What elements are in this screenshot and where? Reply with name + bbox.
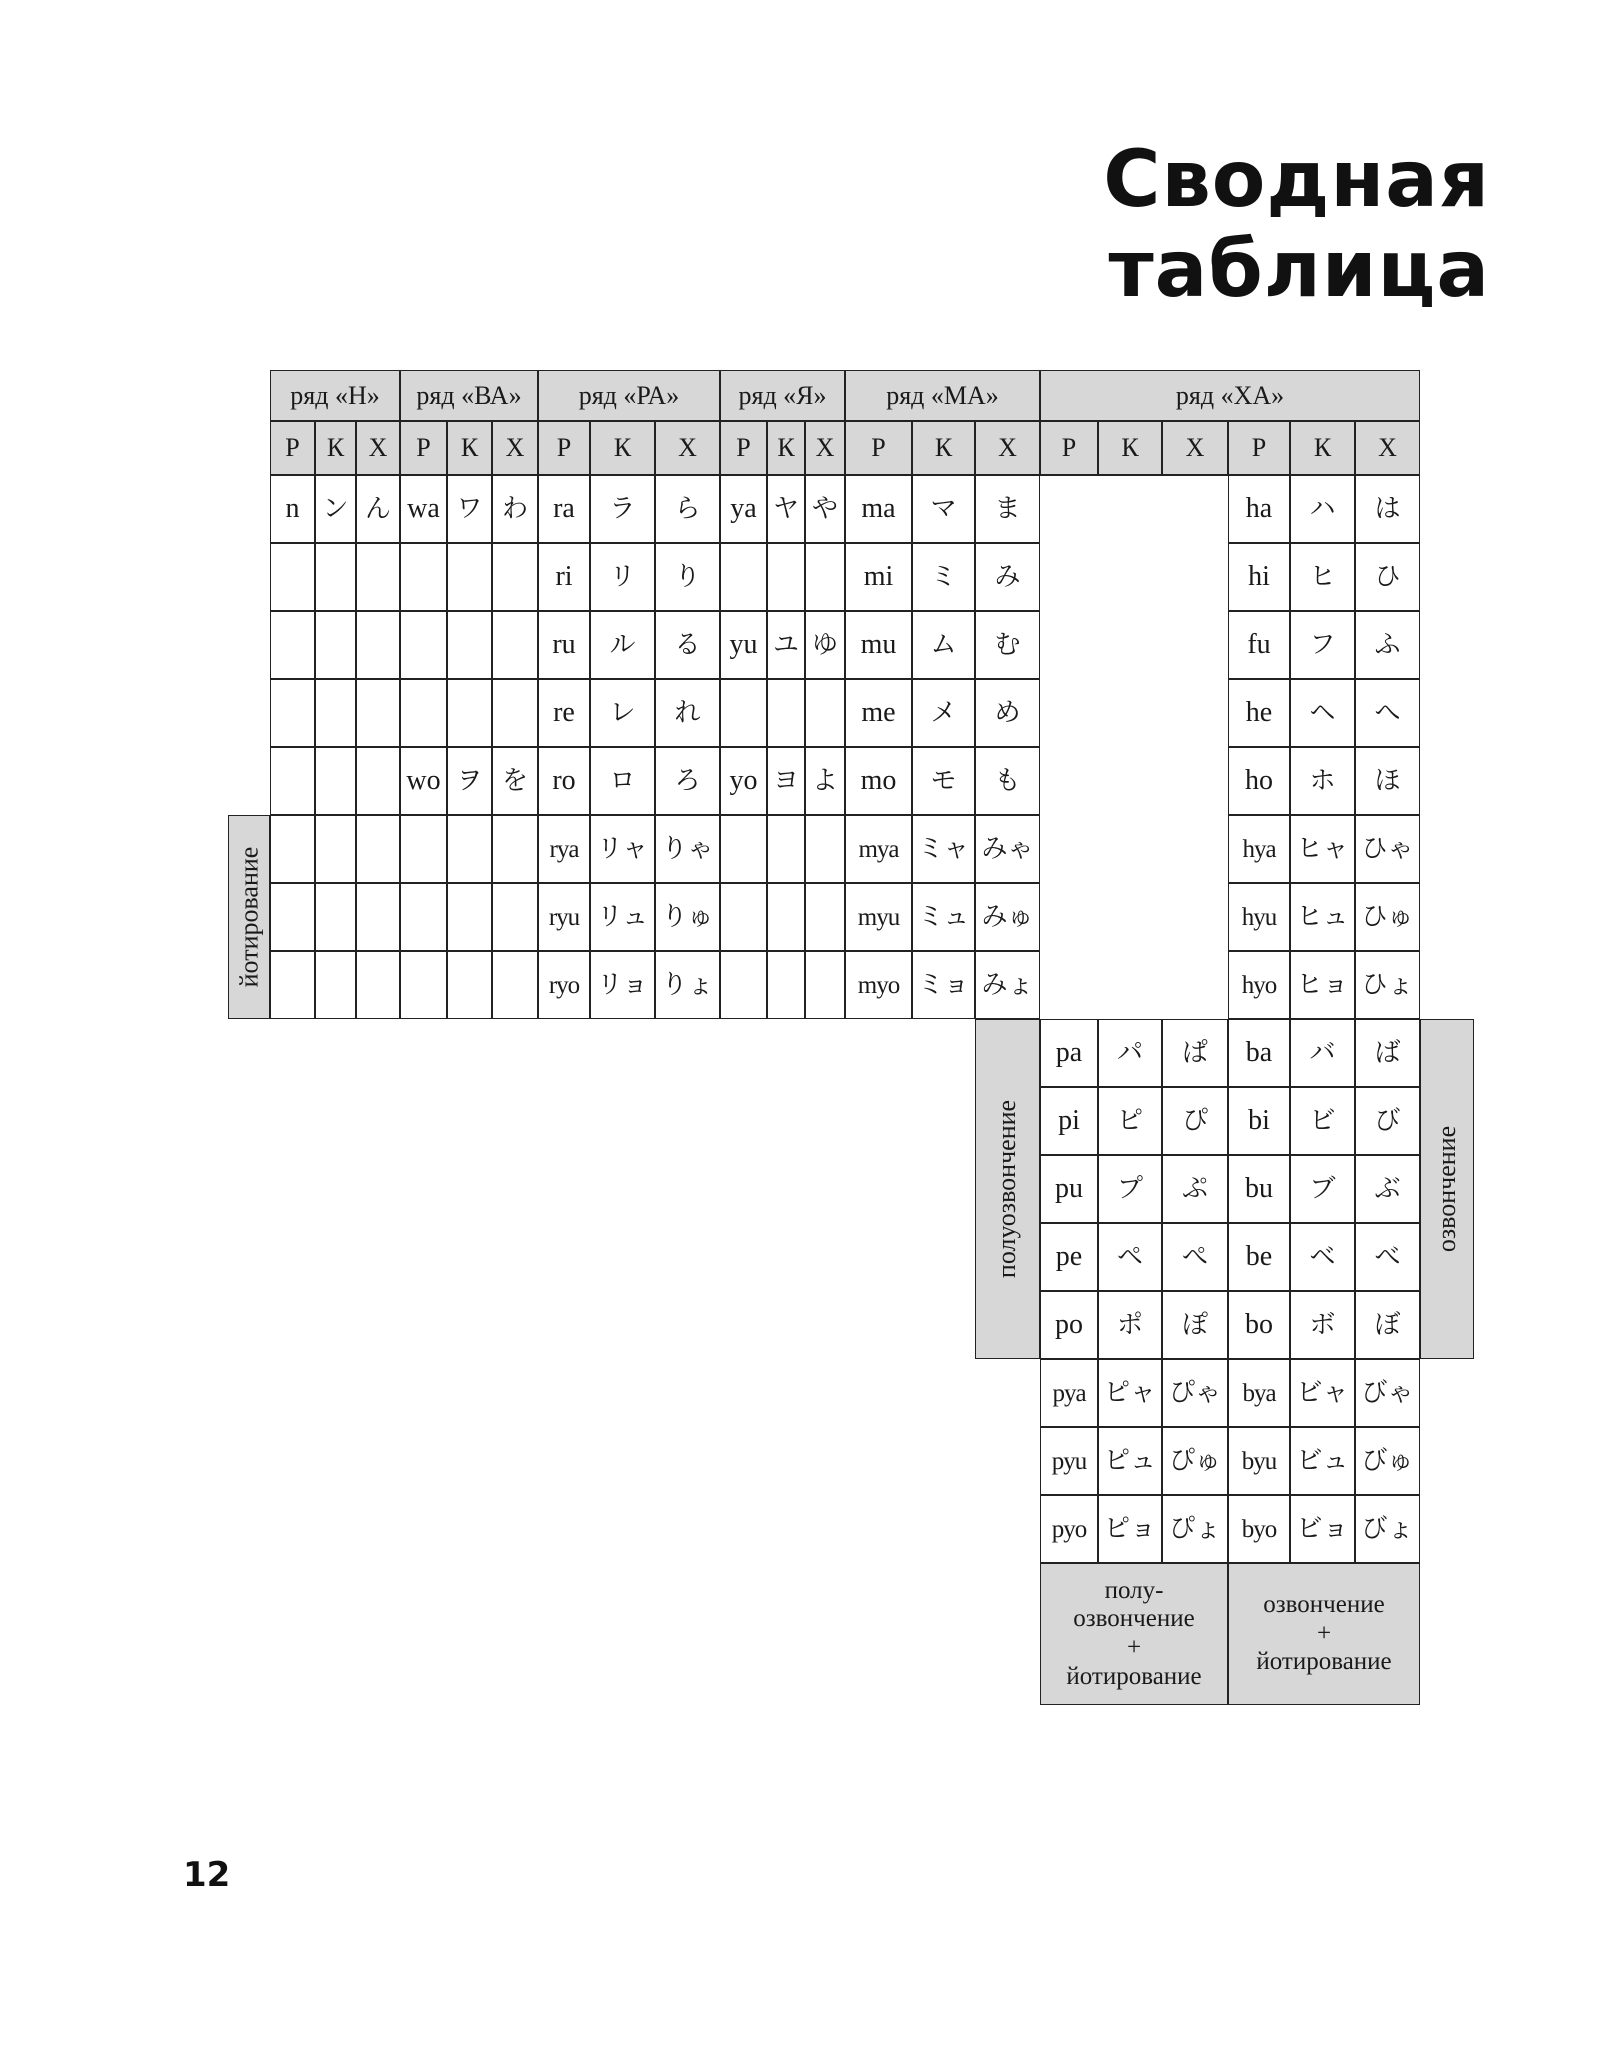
cell-ra-romaji: ri — [538, 543, 590, 611]
cell-ra-romaji: re — [538, 679, 590, 747]
cell-b-romaji: bo — [1228, 1291, 1290, 1359]
cell-ra-romaji: ryo — [538, 951, 590, 1019]
cell-ra-hiragana: りょ — [655, 951, 720, 1019]
cell-b-romaji: ba — [1228, 1019, 1290, 1087]
footer-semi-voicing-yotation — [1040, 1563, 1228, 1705]
cell-ma-romaji: myu — [845, 883, 912, 951]
cell-ra-romaji: ra — [538, 475, 590, 543]
cell-p-romaji: pya — [1040, 1359, 1098, 1427]
cell-ma-hiragana: みょ — [975, 951, 1040, 1019]
cell-wa-katakana — [447, 815, 492, 883]
cell-n-katakana — [315, 543, 356, 611]
cell-n-romaji — [270, 543, 315, 611]
cell-wa-romaji — [400, 611, 447, 679]
cell-ha-romaji: he — [1228, 679, 1290, 747]
subheader-ra-col_k: К — [590, 421, 655, 475]
cell-b-romaji: be — [1228, 1223, 1290, 1291]
cell-ha-katakana: ヒュ — [1290, 883, 1355, 951]
cell-b-katakana: ビュ — [1290, 1427, 1355, 1495]
cell-ya-katakana: ヤ — [767, 475, 805, 543]
footer-semi-line: озвончение — [1073, 1605, 1195, 1633]
cell-ma-hiragana: む — [975, 611, 1040, 679]
cell-n-hiragana — [356, 611, 400, 679]
cell-p-hiragana: ぱ — [1162, 1019, 1228, 1087]
cell-b-katakana: ブ — [1290, 1155, 1355, 1223]
subheader-n-col_k: К — [315, 421, 356, 475]
subheader-ha-col_k: К — [1290, 421, 1355, 475]
cell-p-romaji: pi — [1040, 1087, 1098, 1155]
subheader-ya-col_k: К — [767, 421, 805, 475]
cell-ya-hiragana: や — [805, 475, 845, 543]
cell-n-katakana — [315, 883, 356, 951]
side-label-voicing-text: озвончение — [1432, 1125, 1461, 1253]
cell-ya-katakana: ヨ — [767, 747, 805, 815]
cell-ma-hiragana: みゃ — [975, 815, 1040, 883]
cell-wa-hiragana — [492, 815, 538, 883]
cell-b-katakana: バ — [1290, 1019, 1355, 1087]
cell-ha-hiragana: へ — [1355, 679, 1420, 747]
subheader-ha-col_r: Р — [1228, 421, 1290, 475]
cell-ra-romaji: ru — [538, 611, 590, 679]
cell-wa-romaji: wa — [400, 475, 447, 543]
cell-ra-katakana: ロ — [590, 747, 655, 815]
cell-b-katakana: ビ — [1290, 1087, 1355, 1155]
subheader-n-col_x: Х — [356, 421, 400, 475]
cell-ra-romaji: rya — [538, 815, 590, 883]
cell-ra-hiragana: る — [655, 611, 720, 679]
page-title: Сводная таблица — [1103, 135, 1490, 315]
cell-ha-romaji: fu — [1228, 611, 1290, 679]
cell-p-hiragana: ぴゃ — [1162, 1359, 1228, 1427]
cell-n-hiragana: ん — [356, 475, 400, 543]
cell-n-katakana: ン — [315, 475, 356, 543]
cell-b-hiragana: べ — [1355, 1223, 1420, 1291]
header-row-ra: ряд «РА» — [538, 370, 720, 421]
cell-p-romaji: pyu — [1040, 1427, 1098, 1495]
cell-b-romaji: bu — [1228, 1155, 1290, 1223]
cell-ya-katakana — [767, 815, 805, 883]
cell-ha-hiragana: ひ — [1355, 543, 1420, 611]
cell-p-hiragana: ぷ — [1162, 1155, 1228, 1223]
cell-n-katakana — [315, 679, 356, 747]
cell-wa-katakana — [447, 611, 492, 679]
cell-n-romaji — [270, 679, 315, 747]
cell-wa-katakana — [447, 679, 492, 747]
cell-n-romaji — [270, 815, 315, 883]
cell-n-romaji: n — [270, 475, 315, 543]
cell-ma-romaji: me — [845, 679, 912, 747]
cell-ra-katakana: リ — [590, 543, 655, 611]
cell-ha-hiragana: ほ — [1355, 747, 1420, 815]
cell-n-romaji — [270, 747, 315, 815]
cell-p-katakana: ピ — [1098, 1087, 1162, 1155]
subheader-n-col_r: Р — [270, 421, 315, 475]
header-row-n: ряд «Н» — [270, 370, 400, 421]
cell-ha-romaji: hyo — [1228, 951, 1290, 1019]
cell-ya-romaji: yu — [720, 611, 767, 679]
cell-ya-romaji — [720, 543, 767, 611]
cell-ma-katakana: メ — [912, 679, 975, 747]
cell-b-hiragana: ば — [1355, 1019, 1420, 1087]
subheader-ma-col_k: К — [912, 421, 975, 475]
cell-ha-hiragana: ふ — [1355, 611, 1420, 679]
cell-n-katakana — [315, 747, 356, 815]
cell-ya-romaji — [720, 951, 767, 1019]
cell-ra-hiragana: り — [655, 543, 720, 611]
footer-voicing-yotation — [1228, 1563, 1420, 1705]
cell-ma-katakana: ミュ — [912, 883, 975, 951]
cell-p-katakana: ポ — [1098, 1291, 1162, 1359]
footer-voiced-line: + — [1316, 1619, 1332, 1647]
cell-b-romaji: bya — [1228, 1359, 1290, 1427]
subheader-ha-col_x: Х — [1355, 421, 1420, 475]
cell-p-katakana: パ — [1098, 1019, 1162, 1087]
cell-ha-hiragana: ひゃ — [1355, 815, 1420, 883]
cell-ha-hiragana: は — [1355, 475, 1420, 543]
cell-ra-hiragana: りゃ — [655, 815, 720, 883]
subheader-ra-col_x: Х — [655, 421, 720, 475]
cell-ya-hiragana: よ — [805, 747, 845, 815]
cell-ra-katakana: リョ — [590, 951, 655, 1019]
cell-b-romaji: byo — [1228, 1495, 1290, 1563]
cell-ya-katakana — [767, 543, 805, 611]
cell-n-hiragana — [356, 679, 400, 747]
cell-p-romaji: pe — [1040, 1223, 1098, 1291]
cell-ha-hiragana: ひゅ — [1355, 883, 1420, 951]
cell-ya-romaji — [720, 883, 767, 951]
cell-ma-katakana: ミャ — [912, 815, 975, 883]
cell-p-katakana: プ — [1098, 1155, 1162, 1223]
cell-wa-katakana: ヲ — [447, 747, 492, 815]
cell-ra-katakana: ラ — [590, 475, 655, 543]
cell-wa-romaji: wo — [400, 747, 447, 815]
side-label-semi-voicing-text: полуозвончение — [992, 1099, 1022, 1279]
cell-p-katakana: ピュ — [1098, 1427, 1162, 1495]
cell-b-katakana: ベ — [1290, 1223, 1355, 1291]
cell-ha-romaji: ha — [1228, 475, 1290, 543]
cell-wa-romaji — [400, 543, 447, 611]
cell-ma-hiragana: みゅ — [975, 883, 1040, 951]
cell-p-romaji: pyo — [1040, 1495, 1098, 1563]
subheader-wa-col_k: К — [447, 421, 492, 475]
cell-ma-katakana: ミョ — [912, 951, 975, 1019]
header-row-wa: ряд «ВА» — [400, 370, 538, 421]
cell-b-hiragana: びょ — [1355, 1495, 1420, 1563]
cell-ma-katakana: ミ — [912, 543, 975, 611]
cell-ha-romaji: ho — [1228, 747, 1290, 815]
cell-wa-hiragana — [492, 883, 538, 951]
cell-p-romaji: pa — [1040, 1019, 1098, 1087]
cell-b-hiragana: び — [1355, 1087, 1420, 1155]
cell-p-hiragana: ぴょ — [1162, 1495, 1228, 1563]
cell-ya-katakana — [767, 679, 805, 747]
cell-ya-hiragana — [805, 815, 845, 883]
subheader-ha-voiced-col_x: Х — [1162, 421, 1228, 475]
cell-ra-katakana: ル — [590, 611, 655, 679]
cell-ya-hiragana — [805, 679, 845, 747]
cell-p-hiragana: ぴ — [1162, 1087, 1228, 1155]
side-label-yotation — [228, 815, 270, 1019]
cell-ya-romaji — [720, 679, 767, 747]
cell-ra-hiragana: りゅ — [655, 883, 720, 951]
cell-ya-hiragana — [805, 543, 845, 611]
subheader-ya-col_x: Х — [805, 421, 845, 475]
cell-ha-katakana: ヒャ — [1290, 815, 1355, 883]
subheader-ha-voiced-col_r: Р — [1040, 421, 1098, 475]
subheader-ya-col_r: Р — [720, 421, 767, 475]
cell-ma-romaji: mi — [845, 543, 912, 611]
cell-n-romaji — [270, 883, 315, 951]
cell-wa-romaji — [400, 815, 447, 883]
cell-ya-romaji: ya — [720, 475, 767, 543]
cell-ha-katakana: ホ — [1290, 747, 1355, 815]
cell-n-katakana — [315, 815, 356, 883]
subheader-wa-col_x: Х — [492, 421, 538, 475]
side-label-voicing — [1420, 1019, 1474, 1359]
cell-b-romaji: bi — [1228, 1087, 1290, 1155]
cell-wa-romaji — [400, 679, 447, 747]
subheader-wa-col_r: Р — [400, 421, 447, 475]
cell-wa-romaji — [400, 951, 447, 1019]
cell-b-hiragana: びゅ — [1355, 1427, 1420, 1495]
cell-ra-katakana: リャ — [590, 815, 655, 883]
cell-ya-romaji: yo — [720, 747, 767, 815]
cell-wa-hiragana: わ — [492, 475, 538, 543]
cell-wa-hiragana — [492, 611, 538, 679]
cell-ma-katakana: マ — [912, 475, 975, 543]
cell-ya-katakana: ユ — [767, 611, 805, 679]
cell-ma-romaji: myo — [845, 951, 912, 1019]
cell-ha-romaji: hyu — [1228, 883, 1290, 951]
cell-ma-katakana: モ — [912, 747, 975, 815]
cell-b-hiragana: ぼ — [1355, 1291, 1420, 1359]
cell-ha-hiragana: ひょ — [1355, 951, 1420, 1019]
cell-wa-romaji — [400, 883, 447, 951]
side-label-semi-voicing — [975, 1019, 1040, 1359]
cell-b-katakana: ビョ — [1290, 1495, 1355, 1563]
header-row-ma: ряд «МА» — [845, 370, 1040, 421]
cell-b-romaji: byu — [1228, 1427, 1290, 1495]
cell-ra-hiragana: ろ — [655, 747, 720, 815]
cell-p-hiragana: ぺ — [1162, 1223, 1228, 1291]
cell-ma-hiragana: ま — [975, 475, 1040, 543]
subheader-ma-col_r: Р — [845, 421, 912, 475]
cell-ya-hiragana — [805, 883, 845, 951]
cell-ha-romaji: hya — [1228, 815, 1290, 883]
footer-voiced-line: озвончение — [1263, 1590, 1385, 1618]
cell-p-hiragana: ぽ — [1162, 1291, 1228, 1359]
cell-ha-katakana: ハ — [1290, 475, 1355, 543]
footer-semi-line: йотирование — [1066, 1662, 1202, 1690]
cell-ha-romaji: hi — [1228, 543, 1290, 611]
cell-ma-romaji: mya — [845, 815, 912, 883]
cell-n-hiragana — [356, 951, 400, 1019]
cell-ya-hiragana: ゆ — [805, 611, 845, 679]
empty-block — [1040, 475, 1228, 1019]
header-row-ya: ряд «Я» — [720, 370, 845, 421]
subheader-ra-col_r: Р — [538, 421, 590, 475]
cell-n-katakana — [315, 611, 356, 679]
cell-wa-hiragana — [492, 679, 538, 747]
cell-n-hiragana — [356, 543, 400, 611]
cell-b-hiragana: ぶ — [1355, 1155, 1420, 1223]
cell-wa-hiragana — [492, 543, 538, 611]
cell-wa-katakana — [447, 883, 492, 951]
cell-n-katakana — [315, 951, 356, 1019]
cell-wa-katakana: ワ — [447, 475, 492, 543]
cell-ya-hiragana — [805, 951, 845, 1019]
cell-p-katakana: ペ — [1098, 1223, 1162, 1291]
cell-b-hiragana: びゃ — [1355, 1359, 1420, 1427]
cell-p-romaji: po — [1040, 1291, 1098, 1359]
footer-voiced-line: йотирование — [1256, 1648, 1392, 1676]
cell-ra-katakana: レ — [590, 679, 655, 747]
cell-ha-katakana: ヒ — [1290, 543, 1355, 611]
subheader-ma-col_x: Х — [975, 421, 1040, 475]
subheader-ha-voiced-col_k: К — [1098, 421, 1162, 475]
cell-n-hiragana — [356, 815, 400, 883]
cell-ra-hiragana: れ — [655, 679, 720, 747]
cell-ra-romaji: ryu — [538, 883, 590, 951]
cell-n-hiragana — [356, 883, 400, 951]
cell-p-katakana: ピャ — [1098, 1359, 1162, 1427]
cell-wa-katakana — [447, 543, 492, 611]
cell-ya-katakana — [767, 883, 805, 951]
footer-semi-line: полу- — [1104, 1576, 1164, 1604]
cell-n-hiragana — [356, 747, 400, 815]
cell-p-hiragana: ぴゅ — [1162, 1427, 1228, 1495]
cell-p-katakana: ピョ — [1098, 1495, 1162, 1563]
cell-wa-hiragana: を — [492, 747, 538, 815]
cell-wa-hiragana — [492, 951, 538, 1019]
page-number: 12 — [183, 1855, 231, 1895]
cell-ya-romaji — [720, 815, 767, 883]
cell-ma-hiragana: も — [975, 747, 1040, 815]
cell-ma-hiragana: み — [975, 543, 1040, 611]
cell-ha-katakana: ヒョ — [1290, 951, 1355, 1019]
cell-ma-katakana: ム — [912, 611, 975, 679]
cell-b-katakana: ボ — [1290, 1291, 1355, 1359]
cell-wa-katakana — [447, 951, 492, 1019]
cell-n-romaji — [270, 951, 315, 1019]
cell-ra-katakana: リュ — [590, 883, 655, 951]
footer-semi-line: + — [1126, 1634, 1142, 1661]
cell-p-romaji: pu — [1040, 1155, 1098, 1223]
side-label-yotation-text: йотирование — [234, 846, 264, 988]
cell-ma-romaji: mu — [845, 611, 912, 679]
cell-ma-hiragana: め — [975, 679, 1040, 747]
cell-b-katakana: ビャ — [1290, 1359, 1355, 1427]
header-row-ha: ряд «ХА» — [1040, 370, 1420, 421]
cell-n-romaji — [270, 611, 315, 679]
cell-ra-hiragana: ら — [655, 475, 720, 543]
cell-ha-katakana: ヘ — [1290, 679, 1355, 747]
cell-ya-katakana — [767, 951, 805, 1019]
cell-ma-romaji: mo — [845, 747, 912, 815]
cell-ra-romaji: ro — [538, 747, 590, 815]
cell-ha-katakana: フ — [1290, 611, 1355, 679]
cell-ma-romaji: ma — [845, 475, 912, 543]
